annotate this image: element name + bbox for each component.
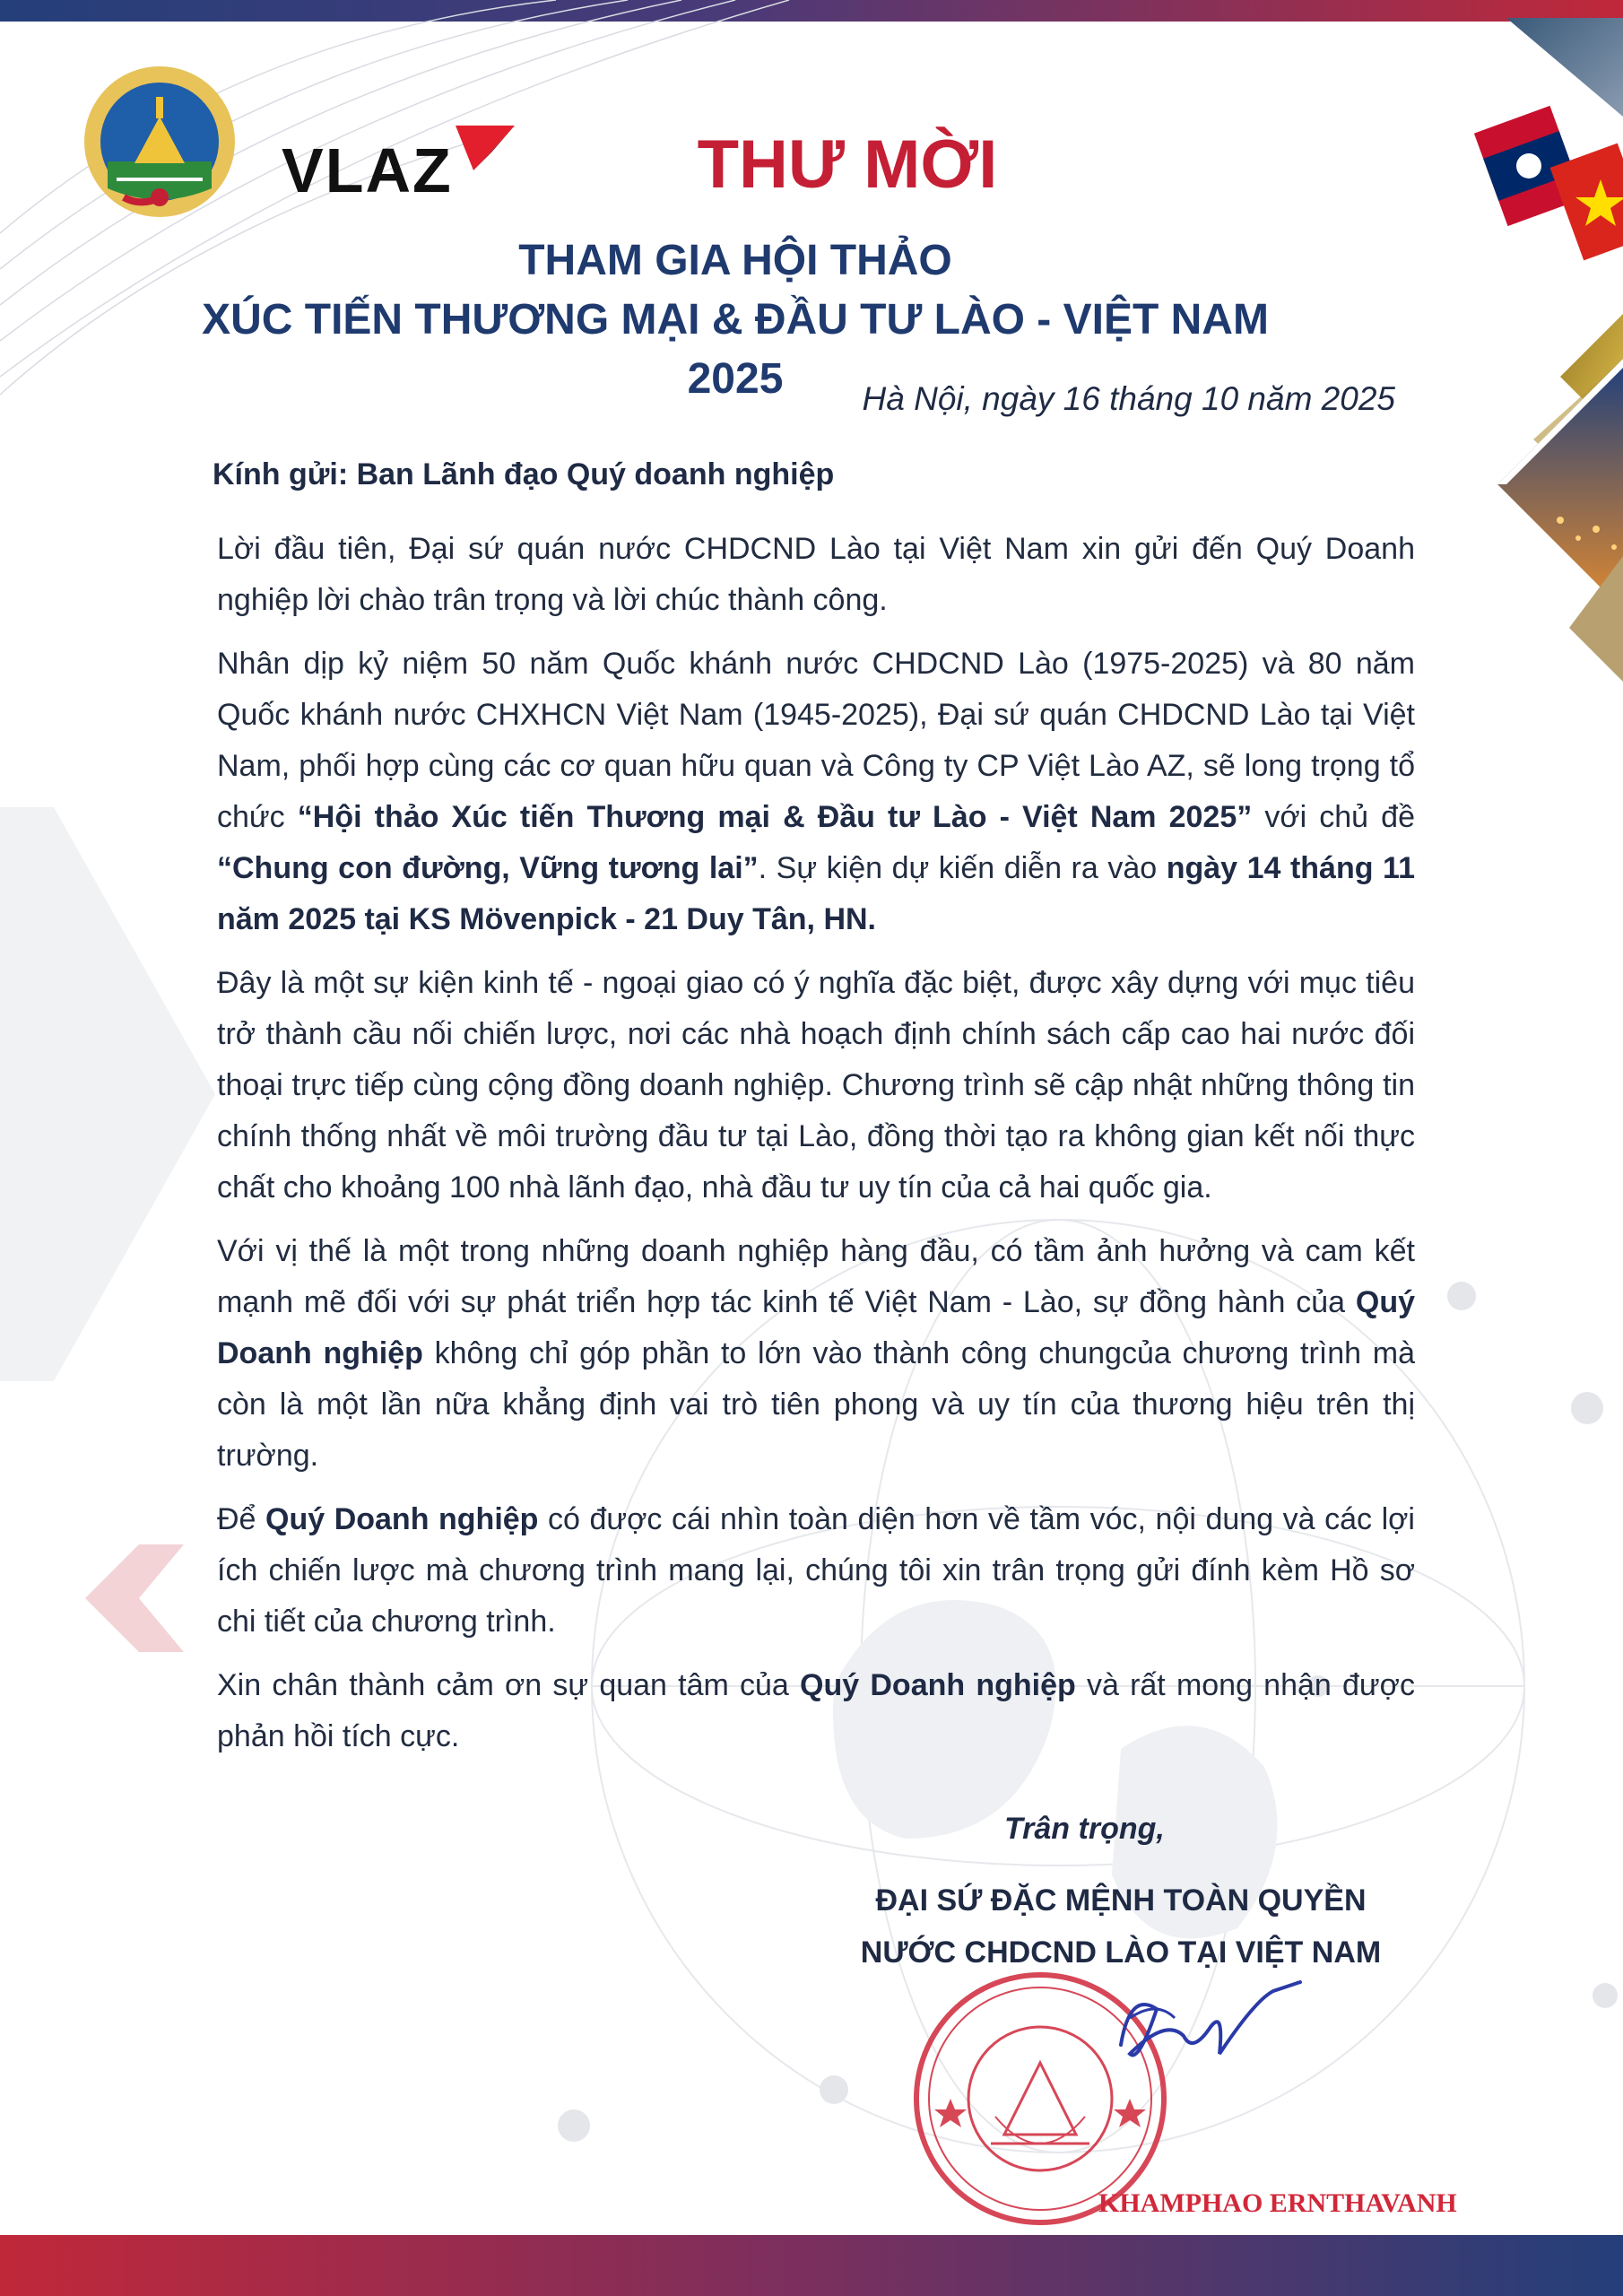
paragraph-5-text: có được cái nhìn toàn diện hơn về tầm vóc, nội dung và các lợi ích chiến lược mà chương trình mang lại, chúng tôi xin trân trọng gửi đính kèm Hồ sơ chi tiết của chương trình. [217, 1502, 1415, 1639]
bottom-gradient-bar [0, 2235, 1623, 2296]
paragraph-5 [217, 1494, 1415, 1648]
paragraph-4-text: không chỉ góp phần to lớn vào thành công chungcủa chương trình mà còn là một lần nữa khẳng định vai trò tiên phong và uy tín của thương hiệu trên thị trường. [217, 1336, 1415, 1473]
closing-regards: Trân trọng, [1004, 1812, 1165, 1846]
paragraph-2-text: Nhân dịp kỷ niệm 50 năm Quốc khánh nước CHDCND Lào (1975-2025) và 80 năm Quốc khánh nước CHXHCN Việt Nam (1945-2025), Đại sứ quán CHDCND Lào tại Việt Nam, phối hợp cùng các cơ quan hữu quan và Công ty CP Việt Lào AZ, sẽ long trọng tổ chức [217, 647, 1415, 834]
paragraph-1: Lời đầu tiên, Đại sứ quán nước CHDCND Lào tại Việt Nam xin gửi đến Quý Doanh nghiệp lời chào trân trọng và lời chúc thành công. [217, 532, 1415, 617]
salutation: Kính gửi: Ban Lãnh đạo Quý doanh nghiệp [213, 457, 835, 491]
subtitle-line-2: XÚC TIẾN THƯƠNG MẠI & ĐẦU TƯ LÀO - VIỆT NAM 2025 [202, 296, 1269, 403]
letter-title: THƯ MỜI [697, 126, 998, 203]
paragraph-2-text: . Sự kiện dự kiến diễn ra vào [758, 851, 1167, 885]
signatory-title [852, 1874, 1390, 1979]
emphasis-text: Quý Doanh nghiệp [265, 1502, 539, 1536]
signer-name: KHAMPHAO ERNTHAVANH [1098, 2188, 1457, 2218]
handwritten-signature [1094, 1964, 1318, 2099]
event-date-venue: ngày 14 tháng 11 năm 2025 tại KS Mövenpick - 21 Duy Tân, HN. [217, 851, 1415, 936]
subtitle-line-1: THAM GIA HỘI THẢO [518, 237, 952, 284]
emphasis-text: Quý Doanh nghiệp [800, 1668, 1076, 1702]
event-name: “Hội thảo Xúc tiến Thương mại & Đầu tư Lào - Việt Nam 2025” [297, 800, 1253, 834]
event-theme: “Chung con đường, Vững tương lai” [217, 851, 759, 885]
emphasis-text: Quý Doanh nghiệp [217, 1285, 1415, 1370]
paragraph-6-text: và rất mong nhận được phản hồi tích cực. [217, 1668, 1415, 1753]
paragraph-6 [217, 1660, 1415, 1762]
signatory-title-line-2: NƯỚC CHDCND LÀO TẠI VIỆT NAM [860, 1935, 1382, 1970]
paragraph-4 [217, 1226, 1415, 1482]
paragraph-3: Đây là một sự kiện kinh tế - ngoại giao có ý nghĩa đặc biệt, được xây dựng với mục tiêu trở thành cầu nối chiến lược, nơi các nhà hoạch định chính sách cấp cao hai nước đối thoại trực tiếp cùng cộng đồng doanh nghiệp. Chương trình sẽ cập nhật những thông tin chính thống nhất về môi trường đầu tư tại Lào, đồng thời tạo ra không gian kết nối thực chất cho khoảng 100 nhà lãnh đạo, nhà đầu tư uy tín của cả hai quốc gia. [217, 966, 1415, 1205]
letter-date: Hà Nội, ngày 16 tháng 10 năm 2025 [862, 380, 1395, 417]
letter-body [217, 524, 1415, 1775]
paragraph-2-text: với chủ đề [1252, 800, 1415, 834]
paragraph-6-text: Xin chân thành cảm ơn sự quan tâm của [217, 1668, 801, 1702]
chevron-left-decoration-icon [85, 1544, 184, 1652]
paragraph-5-text: Để [217, 1502, 266, 1536]
paragraph-2 [217, 639, 1415, 945]
vlaz-logo-text: VLAZ [282, 135, 453, 205]
paragraph-4-text: Với vị thế là một trong những doanh nghiệp hàng đầu, có tầm ảnh hưởng và cam kết mạnh mẽ đối với sự phát triển hợp tác kinh tế Việt Nam - Lào, sự đồng hành của [217, 1234, 1415, 1319]
signatory-title-line-1: ĐẠI SỨ ĐẶC MỆNH TOÀN QUYỀN [875, 1883, 1367, 1918]
